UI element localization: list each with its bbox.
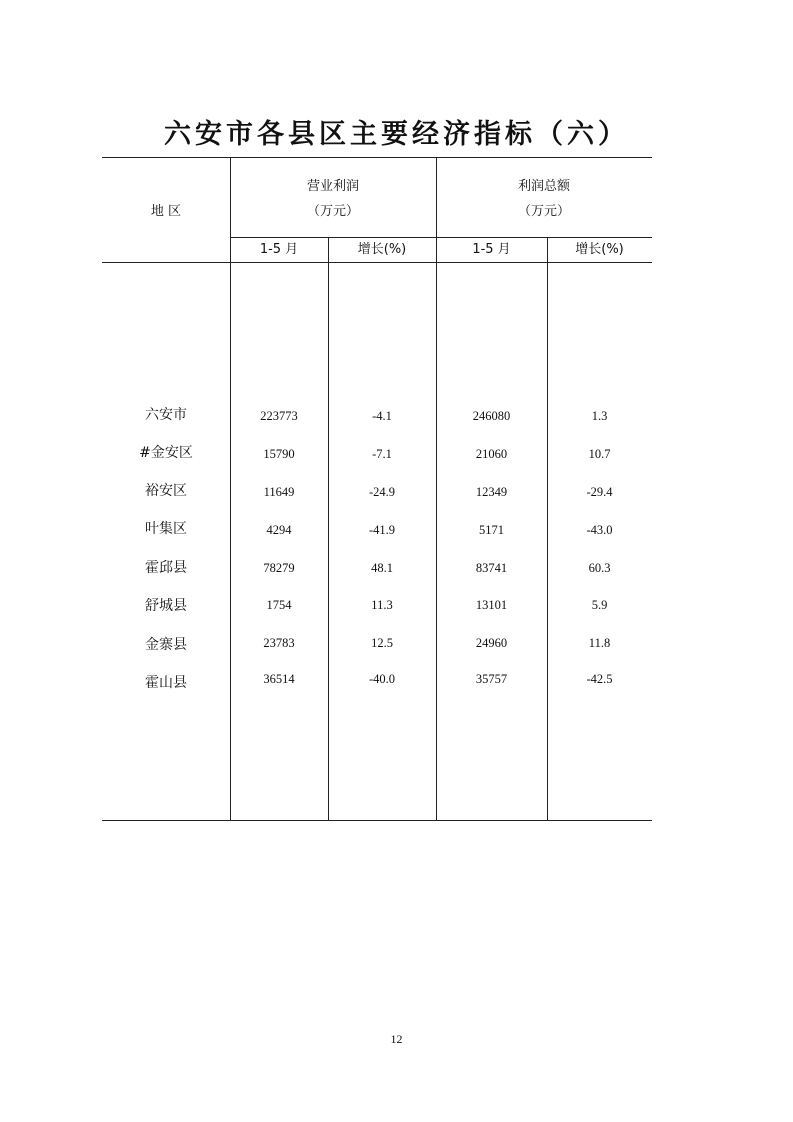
- operating-profit-value: 78279: [263, 561, 295, 575]
- total-profit-header: 利润总额: [517, 179, 570, 194]
- operating-profit-growth: -24.9: [368, 485, 396, 499]
- total-profit-growth: 5.9: [591, 598, 608, 612]
- operating-profit-value: 11649: [263, 485, 295, 499]
- total-profit-value: 12349: [475, 485, 508, 499]
- operating-profit-value: 1754: [266, 598, 292, 612]
- region-name: 六安市: [145, 407, 187, 423]
- region-name: 叶集区: [145, 521, 187, 537]
- header-bottom-rule: [102, 262, 652, 263]
- operating-profit-growth: 11.3: [371, 598, 393, 612]
- growth-header: 增长(%): [357, 242, 407, 257]
- total-profit-value: 246080: [472, 409, 511, 423]
- operating-profit-header: 营业利润: [306, 179, 359, 194]
- operating-profit-growth: 48.1: [371, 561, 393, 575]
- growth-header: 增长(%): [575, 242, 624, 257]
- operating-profit-unit: （万元）: [306, 204, 359, 219]
- region-name: #金安区: [139, 445, 193, 461]
- region-name: 霍邱县: [145, 560, 187, 576]
- page-title: 六安市各县区主要经济指标（六）: [164, 119, 629, 150]
- total-profit-value: 5171: [479, 523, 504, 537]
- total-profit-value: 83741: [475, 561, 508, 575]
- operating-profit-growth: -7.1: [372, 447, 392, 461]
- operating-profit-growth: -41.9: [368, 523, 396, 537]
- operating-profit-value: 23783: [263, 636, 295, 650]
- total-profit-growth: 60.3: [588, 561, 611, 575]
- period-header: 1-5 月: [472, 242, 511, 257]
- region-name: 金寨县: [145, 637, 187, 653]
- region-header: 地 区: [150, 204, 182, 219]
- total-profit-growth: -29.4: [586, 485, 613, 499]
- total-profit-growth: 1.3: [591, 409, 608, 423]
- operating-profit-value: 36514: [263, 672, 295, 686]
- total-profit-unit: （万元）: [517, 204, 570, 219]
- page-number: 12: [390, 1032, 403, 1046]
- operating-profit-value: 223773: [260, 409, 298, 423]
- total-profit-growth: 10.7: [588, 447, 611, 461]
- operating-profit-growth: -4.1: [372, 409, 392, 423]
- operating-profit-value: 15790: [263, 447, 295, 461]
- operating-profit-value: 4294: [266, 523, 292, 537]
- operating-profit-growth: -40.0: [368, 672, 396, 686]
- region-name: 裕安区: [145, 483, 187, 499]
- table-bottom-rule: [102, 820, 652, 821]
- region-name: 霍山县: [145, 675, 187, 691]
- period-header: 1-5 月: [259, 242, 299, 257]
- total-profit-growth: -43.0: [586, 523, 613, 537]
- table-top-rule: [102, 157, 652, 158]
- total-profit-value: 13101: [475, 598, 508, 612]
- total-profit-value: 21060: [475, 447, 508, 461]
- total-profit-growth: 11.8: [588, 636, 611, 650]
- region-name: 舒城县: [145, 598, 187, 614]
- total-profit-value: 24960: [475, 636, 508, 650]
- operating-profit-growth: 12.5: [371, 636, 393, 650]
- total-profit-growth: -42.5: [586, 672, 613, 686]
- total-profit-value: 35757: [475, 672, 508, 686]
- header-divider: [230, 237, 652, 238]
